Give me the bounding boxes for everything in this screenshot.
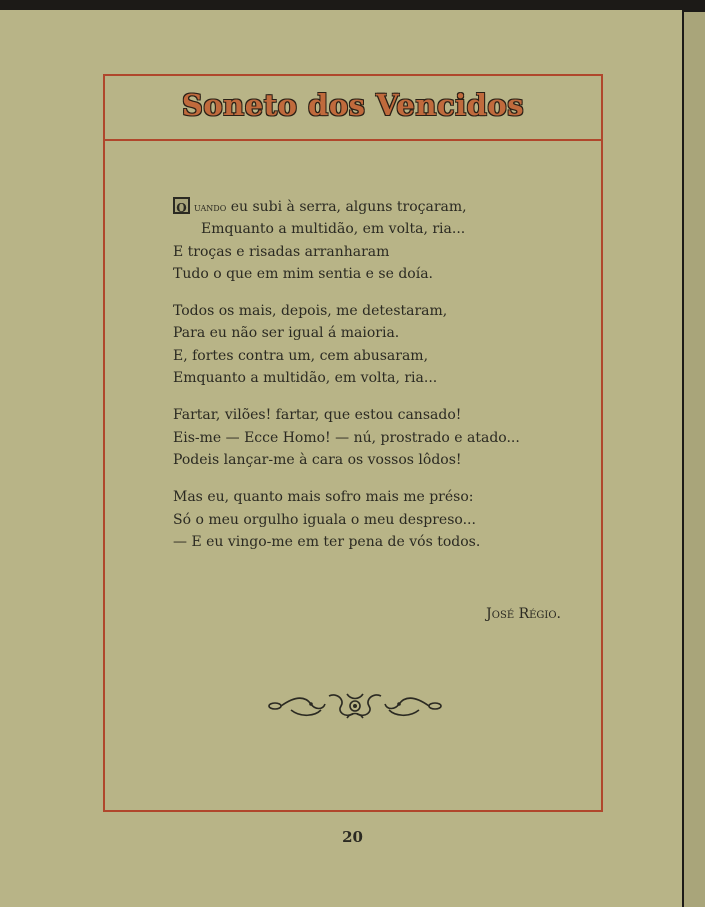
poem-line-6: Para eu não ser igual á maioria. — [173, 325, 400, 342]
poem-line-10: Eis-me — Ecce Homo! — nú, prostrado e atado... — [173, 429, 520, 446]
poem-line-4: Tudo o que em mim sentia e se doía. — [173, 265, 433, 282]
poem-line-3: E troças e risadas arranharam — [173, 243, 390, 260]
adjacent-page-edge — [684, 12, 705, 907]
poem-frame — [103, 74, 603, 812]
stanza-4 — [173, 486, 593, 553]
poem-body — [173, 196, 593, 568]
poem-line-12: Mas eu, quanto mais sofro mais me préso: — [173, 489, 474, 506]
poem-line-8: Emquanto a multidão, em volta, ria... — [173, 370, 438, 387]
poem-title: Soneto dos Vencidos — [181, 88, 525, 122]
dropcap-initial: Q — [173, 197, 190, 214]
first-line-text: eu subi à serra, alguns troçaram, — [226, 199, 467, 215]
stanza-2 — [173, 300, 593, 389]
poem-line-14: — E eu vingo-me em ter pena de vós todos. — [173, 533, 481, 550]
poem-line-1 — [173, 196, 593, 218]
poem-line-13: Só o meu orgulho iguala o meu despreso... — [173, 511, 476, 528]
poem-line-9: Fartar, vilões! fartar, que estou cansado! — [173, 407, 462, 424]
poem-line-11: Podeis lançar-me à cara os vossos lôdos! — [173, 451, 462, 468]
poem-line-2: Emquanto a multidão, em volta, ria... — [201, 221, 466, 238]
author-signature: José Régio. — [486, 606, 561, 622]
poem-line-5: Todos os mais, depois, me detestaram, — [173, 303, 448, 320]
page-number: 20 — [342, 828, 363, 846]
poem-line-7: E, fortes contra um, cem abusaram, — [173, 347, 429, 364]
ornament-flourish-icon — [265, 688, 445, 724]
stanza-3 — [173, 404, 593, 471]
stanza-1 — [173, 196, 593, 285]
title-divider — [105, 139, 601, 141]
page — [0, 10, 682, 907]
first-word-smallcaps: uando — [194, 200, 227, 214]
